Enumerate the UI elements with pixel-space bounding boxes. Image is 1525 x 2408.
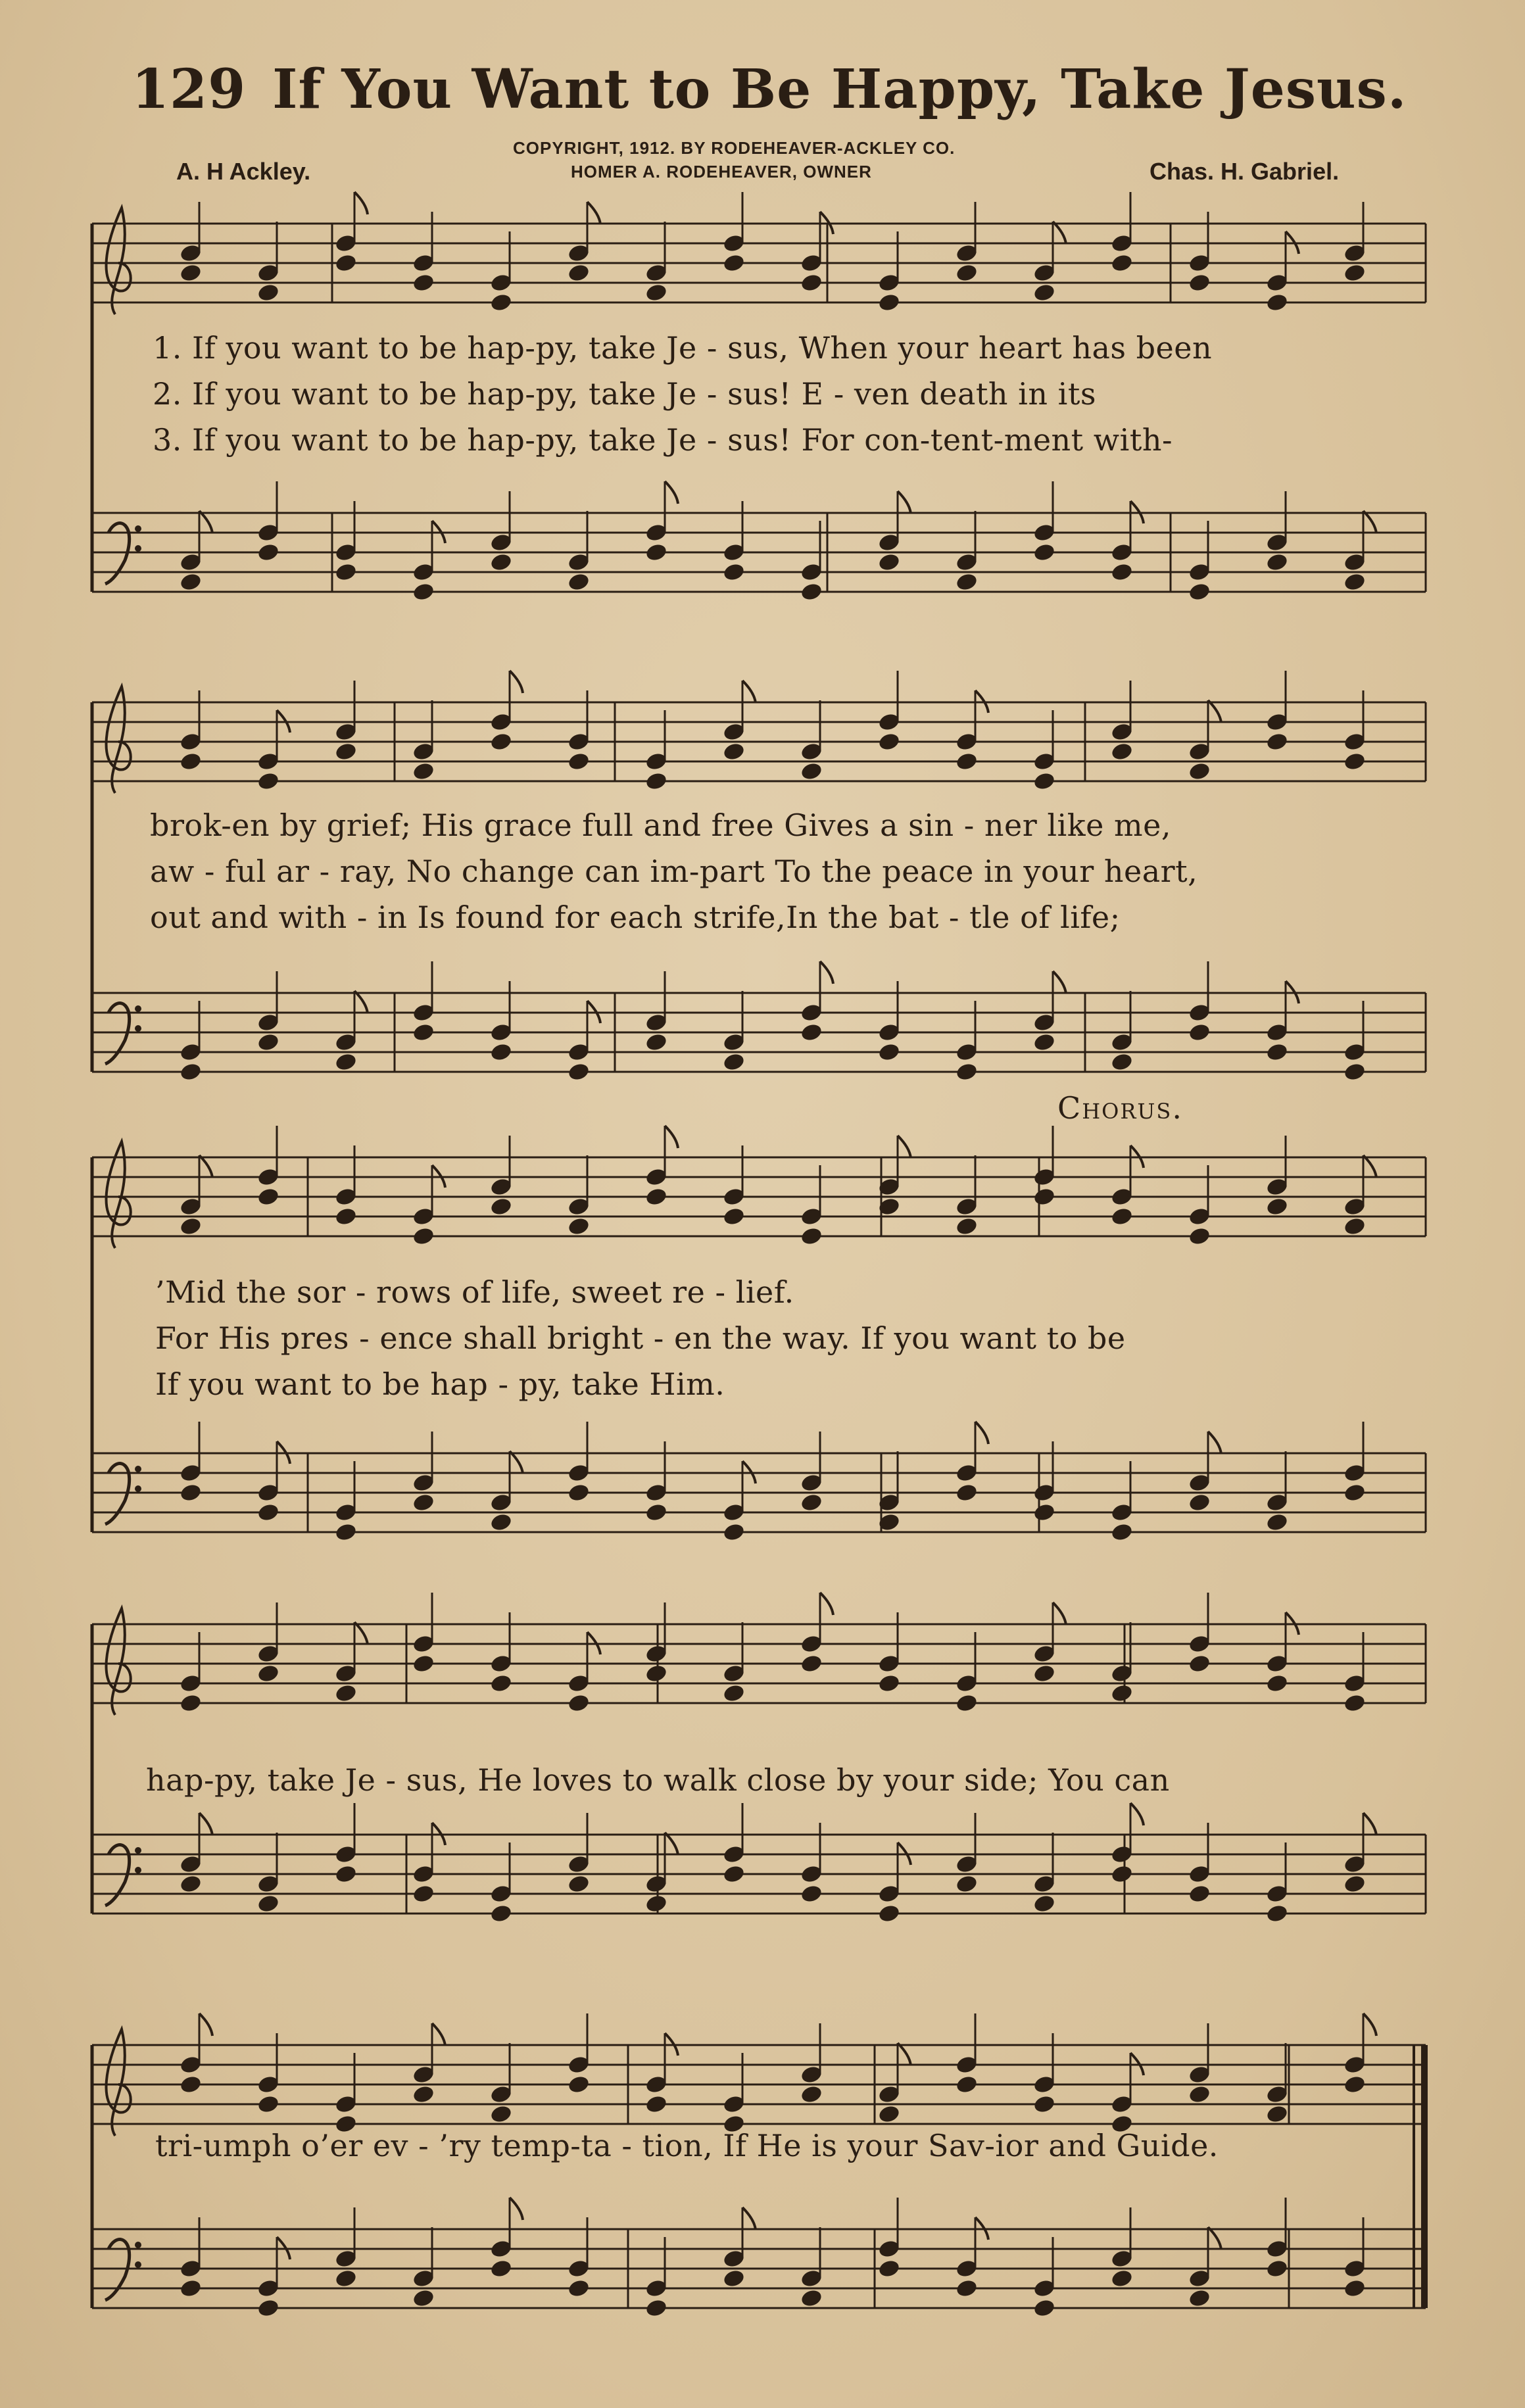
system2-bass-note	[179, 1062, 203, 1082]
system1-treble-note	[644, 283, 668, 303]
system3-bass-bass-dot	[135, 1466, 141, 1472]
system5-bass-note	[334, 2269, 358, 2289]
system3-treble-note	[800, 1226, 823, 1247]
system2-treble-flag	[1208, 700, 1221, 723]
system1-treble-flag	[1053, 222, 1066, 244]
system2-treble-note	[877, 732, 901, 752]
system3-bass-note	[179, 1483, 203, 1503]
system5-treble-flag	[1363, 2013, 1376, 2036]
system1-treble-note	[1032, 283, 1056, 303]
system3-treble-note	[334, 1207, 358, 1227]
system1-treble-flag	[587, 202, 600, 224]
system5-treble-note	[800, 2084, 823, 2105]
system4-bass-note	[179, 1874, 203, 1894]
system4-bass-note	[1032, 1894, 1056, 1914]
system2-treble-note	[334, 742, 358, 762]
system3-bass-note	[722, 1522, 746, 1543]
system4-treble-note	[334, 1683, 358, 1704]
system1-bass-note	[955, 572, 979, 592]
system3-treble-note	[179, 1216, 203, 1237]
system2-treble-note	[256, 771, 280, 792]
system1-bass-bass-dot	[135, 525, 141, 532]
system2-treble-note	[179, 752, 203, 772]
system4-treble-flag	[1053, 1602, 1066, 1625]
system3-verse2: For His pres - ence shall bright - en the way. If you want to be	[155, 1320, 1126, 1356]
system3-treble-note	[1265, 1197, 1289, 1217]
system4-treble-note	[800, 1654, 823, 1674]
system4-bass-note	[1188, 1884, 1211, 1904]
system1-bass-flag	[665, 481, 678, 504]
system4-treble-flag	[820, 1593, 833, 1615]
system3-treble-note	[955, 1216, 979, 1237]
system3-treble-note	[567, 1216, 591, 1237]
system5-chorus: tri-umph o’er ev - ’ry temp-ta - tion, If He is your Sav-ior and Guide.	[155, 2128, 1219, 2163]
system4-bass-note	[567, 1874, 591, 1894]
system5-treble-note	[1188, 2084, 1211, 2105]
system5-treble-note	[644, 2094, 668, 2115]
system1-treble-note	[179, 263, 203, 283]
system4-chorus: hap-py, take Je - sus, He loves to walk close by your side; You can	[146, 1762, 1170, 1798]
system5-bass-note	[1188, 2288, 1211, 2309]
system2-treble-note	[1188, 761, 1211, 782]
system1-bass-note	[1265, 552, 1289, 573]
system1-treble-note	[412, 273, 435, 293]
system1-bass-note	[722, 562, 746, 583]
system5-treble-note	[489, 2104, 513, 2125]
system2-treble-note	[722, 742, 746, 762]
system5-bass-flag	[1208, 2227, 1221, 2250]
system1-bass-note	[179, 572, 203, 592]
system3-bass-note	[256, 1503, 280, 1523]
system5-treble-flag	[199, 2013, 212, 2036]
system2-bass-note	[1188, 1023, 1211, 1043]
system3-treble-note	[489, 1197, 513, 1217]
system5-treble-note	[179, 2075, 203, 2095]
system3-bass-note	[1032, 1503, 1056, 1523]
system2-treble-note	[1343, 752, 1367, 772]
system4-treble-note	[179, 1693, 203, 1714]
system4-treble-note	[567, 1693, 591, 1714]
system5-bass-note	[1265, 2259, 1289, 2279]
system4-bass-note	[644, 1894, 668, 1914]
system5-treble-note	[567, 2075, 591, 2095]
system4-treble-flag	[354, 1622, 368, 1645]
system3-bass-flag	[975, 1422, 988, 1444]
system5-bass-bass-dot	[135, 2242, 141, 2248]
system3-verse3: If you want to be hap - py, take Him.	[155, 1366, 725, 1402]
system1-bass-note	[800, 582, 823, 602]
system1-treble-note	[567, 263, 591, 283]
system3-bass-note	[1265, 1512, 1289, 1533]
system3-bass-note	[412, 1493, 435, 1513]
system2-bass-note	[567, 1062, 591, 1082]
system5-treble-note	[877, 2104, 901, 2125]
system2-verse1: brok-en by grief; His grace full and free Gives a sin - ner like me,	[150, 807, 1171, 843]
system5-treble-note	[1265, 2104, 1289, 2125]
system5-bass-flag	[742, 2207, 756, 2230]
system2-treble-note	[1032, 771, 1056, 792]
system3-treble-flag	[665, 1126, 678, 1148]
system2-treble-note	[1265, 732, 1289, 752]
system4-bass-flag	[199, 1813, 212, 1835]
system3-bass-note	[1110, 1522, 1134, 1543]
system1-treble-note	[800, 273, 823, 293]
system2-bass-flag	[820, 961, 833, 984]
system1-treble-note	[1110, 253, 1134, 274]
system1-bass-note	[334, 562, 358, 583]
system2-verse2: aw - ful ar - ray, No change can im-part To the peace in your heart,	[150, 854, 1198, 889]
system2-bass-note	[644, 1032, 668, 1053]
system5-bass-note	[1110, 2269, 1134, 2289]
system1-treble-note	[722, 253, 746, 274]
system4-bass-note	[1343, 1874, 1367, 1894]
system3-bass-note	[1188, 1493, 1211, 1513]
system3-treble-note	[1343, 1216, 1367, 1237]
system1-treble-note	[1188, 273, 1211, 293]
system1-bass-note	[1343, 572, 1367, 592]
system4-bass-flag	[665, 1833, 678, 1855]
system4-treble-note	[1110, 1683, 1134, 1704]
system3-treble-flag	[1363, 1155, 1376, 1178]
system2-treble-note	[567, 752, 591, 772]
system5-bass-note	[412, 2288, 435, 2309]
system5-bass-note	[877, 2259, 901, 2279]
system3-bass-flag	[510, 1451, 523, 1474]
system5-bass-bass-dot	[135, 2261, 141, 2268]
system5-bass-note	[722, 2269, 746, 2289]
system3-bass-note	[800, 1493, 823, 1513]
system5-treble-note	[412, 2084, 435, 2105]
system2-bass-note	[1343, 1062, 1367, 1082]
system5-treble-note	[1343, 2075, 1367, 2095]
system3-treble-note	[644, 1187, 668, 1207]
system4-bass-bass-dot	[135, 1867, 141, 1873]
system3-bass-note	[1343, 1483, 1367, 1503]
system3-bass-flag	[1208, 1432, 1221, 1454]
system3-treble-note	[722, 1207, 746, 1227]
system2-treble-note	[800, 761, 823, 782]
copyright-line-2: HOMER A. RODEHEAVER, OWNER	[571, 162, 872, 181]
system4-bass-flag	[1130, 1803, 1144, 1825]
system2-treble-note	[489, 732, 513, 752]
system2-treble-note	[955, 752, 979, 772]
system4-bass-note	[1265, 1904, 1289, 1924]
system4-bass-flag	[1363, 1813, 1376, 1835]
system4-treble-note	[644, 1664, 668, 1684]
system4-bass-note	[877, 1904, 901, 1924]
system1-treble-note	[1343, 263, 1367, 283]
system4-bass-bass-dot	[135, 1847, 141, 1854]
system5-bass-flag	[510, 2198, 523, 2220]
system3-bass-bass-dot	[135, 1485, 141, 1492]
system3-treble-flag	[898, 1136, 911, 1158]
system3-treble-note	[1110, 1207, 1134, 1227]
system5-treble-flag	[898, 2043, 911, 2065]
hymn-number: 129	[132, 58, 247, 121]
system3-bass-note	[567, 1483, 591, 1503]
system2-treble-note	[412, 761, 435, 782]
hymn-title: If You Want to Be Happy, Take Jesus.	[272, 58, 1407, 121]
system1-bass-flag	[199, 511, 212, 533]
system4-treble-note	[722, 1683, 746, 1704]
system2-bass-note	[334, 1052, 358, 1072]
system2-bass-flag	[354, 991, 368, 1013]
system4-bass-note	[256, 1894, 280, 1914]
system1-bass-note	[1032, 542, 1056, 563]
system1-treble-note	[955, 263, 979, 283]
system2-treble-note	[1110, 742, 1134, 762]
system3-treble-note	[256, 1187, 280, 1207]
system5-bass-note	[1032, 2298, 1056, 2319]
system4-bass-note	[334, 1864, 358, 1885]
system2-bass-note	[1265, 1042, 1289, 1063]
system4-bass-note	[1110, 1864, 1134, 1885]
system5-bass-note	[256, 2298, 280, 2319]
system1-verse3: 3. If you want to be hap-py, take Je - sus! For con-tent-ment with-	[153, 422, 1173, 458]
system2-bass-note	[1032, 1032, 1056, 1053]
system4-treble-note	[489, 1674, 513, 1694]
system1-treble-note	[334, 253, 358, 274]
system1-verse1: 1. If you want to be hap-py, take Je - sus, When your heart has been	[153, 330, 1213, 366]
system5-bass-note	[800, 2288, 823, 2309]
system5-bass-note	[1343, 2278, 1367, 2299]
system3-bass-note	[644, 1503, 668, 1523]
system2-bass-note	[877, 1042, 901, 1063]
system2-bass-note	[1110, 1052, 1134, 1072]
system3-treble-note	[1188, 1226, 1211, 1247]
system5-treble-flag	[432, 2023, 445, 2046]
system3-bass-note	[955, 1483, 979, 1503]
system2-treble-flag	[742, 681, 756, 703]
system2-bass-bass-dot	[135, 1005, 141, 1012]
system3-treble-note	[1032, 1187, 1056, 1207]
lyricist-credit: A. H Ackley.	[176, 158, 311, 185]
system4-treble-note	[1032, 1664, 1056, 1684]
system5-bass-note	[955, 2278, 979, 2299]
system2-bass-note	[489, 1042, 513, 1063]
system4-treble-note	[877, 1674, 901, 1694]
system2-bass-note	[800, 1023, 823, 1043]
system1-bass-note	[644, 542, 668, 563]
system4-bass-note	[800, 1884, 823, 1904]
system4-treble-note	[256, 1664, 280, 1684]
system4-bass-note	[412, 1884, 435, 1904]
system5-treble-note	[955, 2075, 979, 2095]
system4-bass-note	[722, 1864, 746, 1885]
system3-bass-note	[334, 1522, 358, 1543]
system2-bass-flag	[1053, 971, 1066, 994]
system5-treble-note	[256, 2094, 280, 2115]
copyright-line-1: COPYRIGHT, 1912. BY RODEHEAVER-ACKLEY CO.	[513, 138, 956, 158]
system3-treble-note	[412, 1226, 435, 1247]
system5-bass-note	[644, 2298, 668, 2319]
system2-bass-note	[412, 1023, 435, 1043]
system3-verse1: ’Mid the sor - rows of life, sweet re - lief.	[155, 1274, 794, 1310]
system4-treble-note	[1188, 1654, 1211, 1674]
system3-treble-flag	[199, 1155, 212, 1178]
system1-treble-note	[489, 293, 513, 313]
system2-treble-flag	[510, 671, 523, 693]
system1-treble-flag	[354, 192, 368, 214]
system1-bass-note	[877, 552, 901, 573]
system3-bass-note	[489, 1512, 513, 1533]
system4-treble-note	[412, 1654, 435, 1674]
system2-verse3: out and with - in Is found for each strife,In the bat - tle of life;	[150, 900, 1121, 935]
system2-treble-note	[644, 771, 668, 792]
system1-bass-note	[489, 552, 513, 573]
system1-bass-flag	[898, 491, 911, 514]
system1-treble-note	[1265, 293, 1289, 313]
system2-bass-note	[955, 1062, 979, 1082]
system1-bass-note	[1188, 582, 1211, 602]
system1-verse2: 2. If you want to be hap-py, take Je - sus! E - ven death in its	[153, 376, 1096, 412]
system5-bass-note	[179, 2278, 203, 2299]
system1-bass-note	[412, 582, 435, 602]
composer-credit: Chas. H. Gabriel.	[1150, 158, 1340, 185]
system1-bass-note	[567, 572, 591, 592]
system5-bass-note	[567, 2278, 591, 2299]
system4-bass-note	[955, 1874, 979, 1894]
system5-bass-note	[489, 2259, 513, 2279]
system4-treble-note	[1343, 1693, 1367, 1714]
system1-treble-note	[256, 283, 280, 303]
system4-treble-note	[1265, 1674, 1289, 1694]
system1-bass-note	[256, 542, 280, 563]
system1-bass-bass-dot	[135, 545, 141, 552]
system2-bass-note	[256, 1032, 280, 1053]
chorus-label: Chorus.	[1057, 1090, 1183, 1126]
system5-treble-note	[1032, 2094, 1056, 2115]
system2-bass-bass-dot	[135, 1025, 141, 1032]
system1-treble-note	[877, 293, 901, 313]
system4-bass-note	[489, 1904, 513, 1924]
system1-bass-flag	[1363, 511, 1376, 533]
system1-bass-note	[1110, 562, 1134, 583]
system4-treble-note	[955, 1693, 979, 1714]
system2-bass-note	[722, 1052, 746, 1072]
